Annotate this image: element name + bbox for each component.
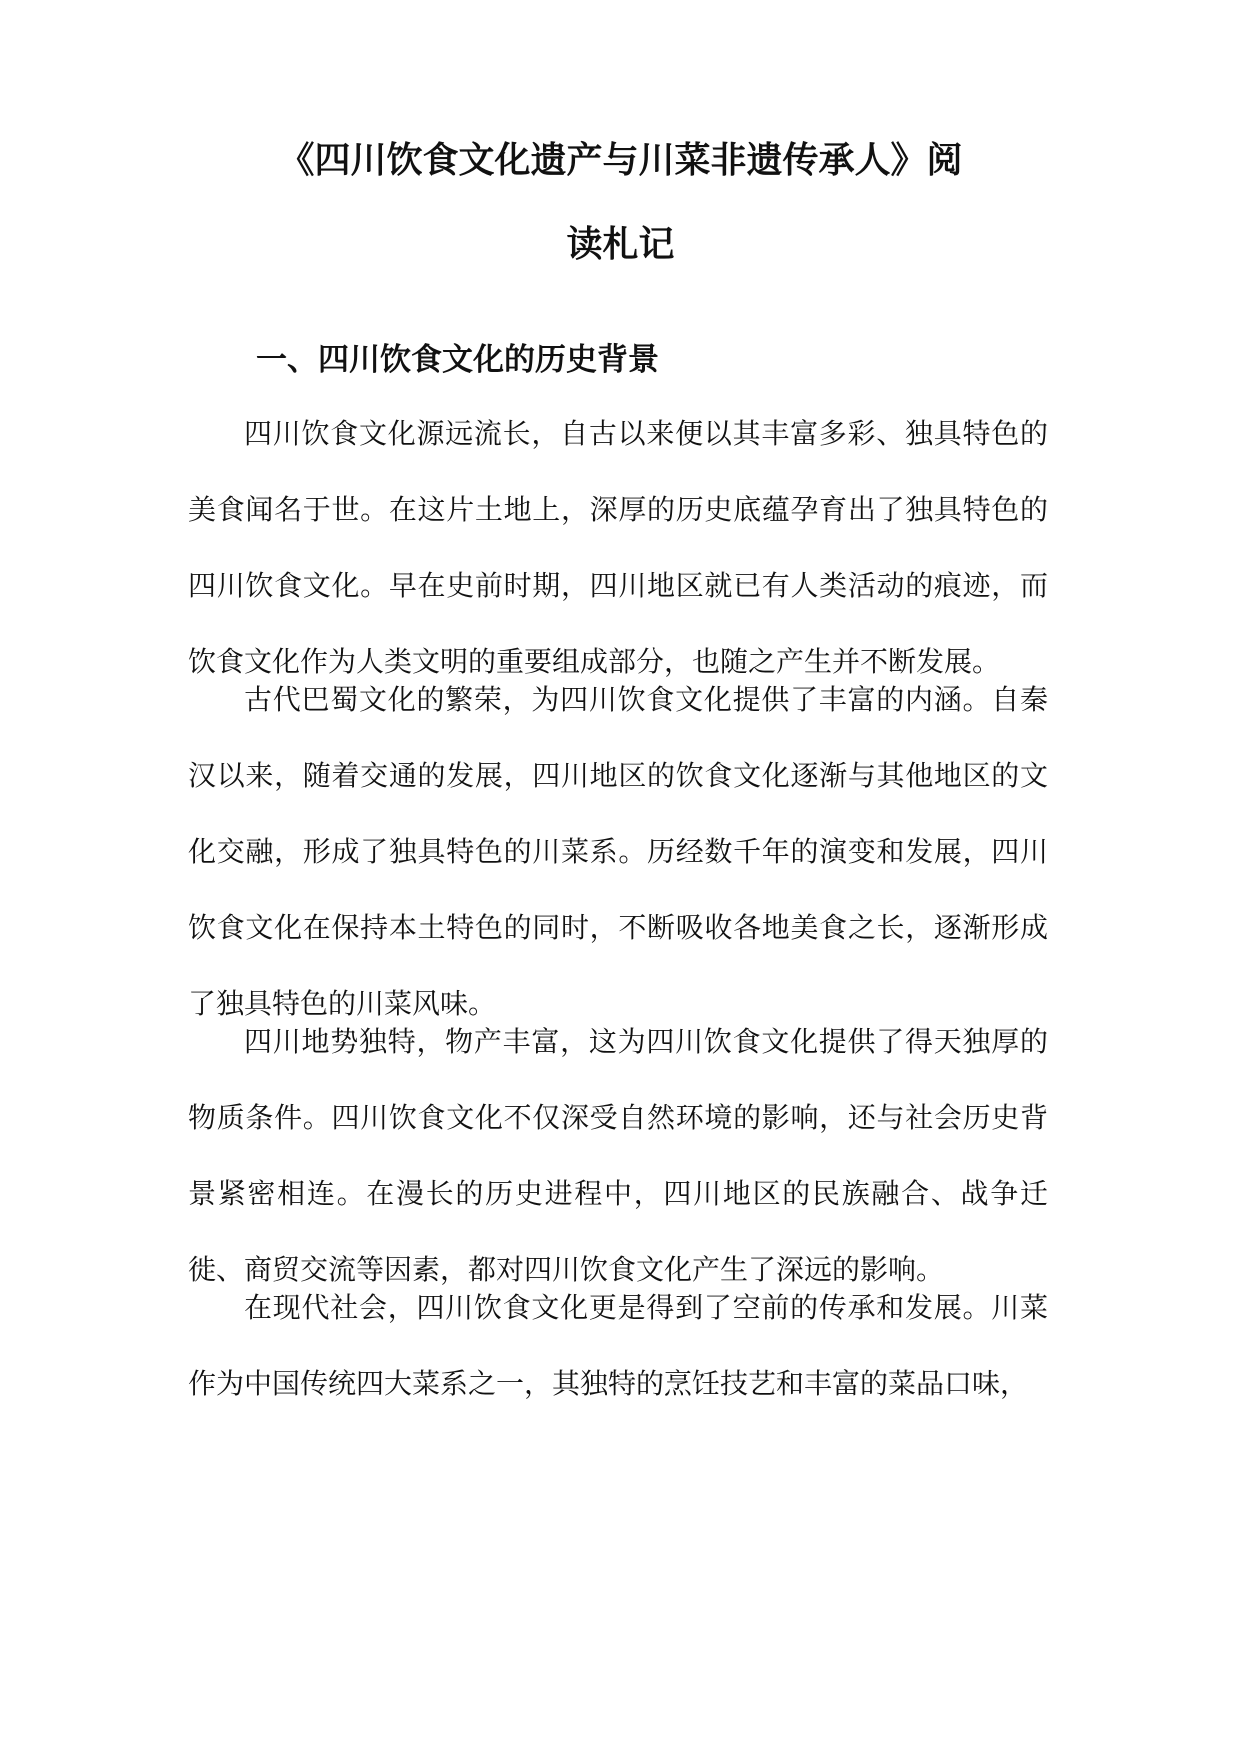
section-heading-1: 一、四川饮食文化的历史背景	[256, 342, 659, 378]
paragraph-3: 四川地势独特，物产丰富，这为四川饮食文化提供了得天独厚的物质条件。四川饮食文化不仅深受自然环境的影响，还与社会历史背景紧密相连。在漫长的历史进程中，四川地区的民族融合、战争迁徙、商贸交流等因素，都对四川饮食文化产生了深远的影响。	[188, 1025, 1048, 1286]
paragraph-2: 古代巴蜀文化的繁荣，为四川饮食文化提供了丰富的内涵。自秦汉以来，随着交通的发展，四川地区的饮食文化逐渐与其他地区的文化交融，形成了独具特色的川菜系。历经数千年的演变和发展，四川饮食文化在保持本土特色的同时，不断吸收各地美食之长，逐渐形成了独具特色的川菜风味。	[188, 683, 1048, 1020]
document-title-line-1: 《四川饮食文化遗产与川菜非遗传承人》阅	[278, 139, 963, 181]
paragraph-4: 在现代社会，四川饮食文化更是得到了空前的传承和发展。川菜作为中国传统四大菜系之一，其独特的烹饪技艺和丰富的菜品口味，	[188, 1291, 1048, 1400]
document-title-line-2: 读札记	[566, 223, 675, 265]
paragraph-1: 四川饮食文化源远流长，自古以来便以其丰富多彩、独具特色的美食闻名于世。在这片土地上，深厚的历史底蕴孕育出了独具特色的四川饮食文化。早在史前时期，四川地区就已有人类活动的痕迹，而饮食文化作为人类文明的重要组成部分，也随之产生并不断发展。	[188, 417, 1048, 678]
